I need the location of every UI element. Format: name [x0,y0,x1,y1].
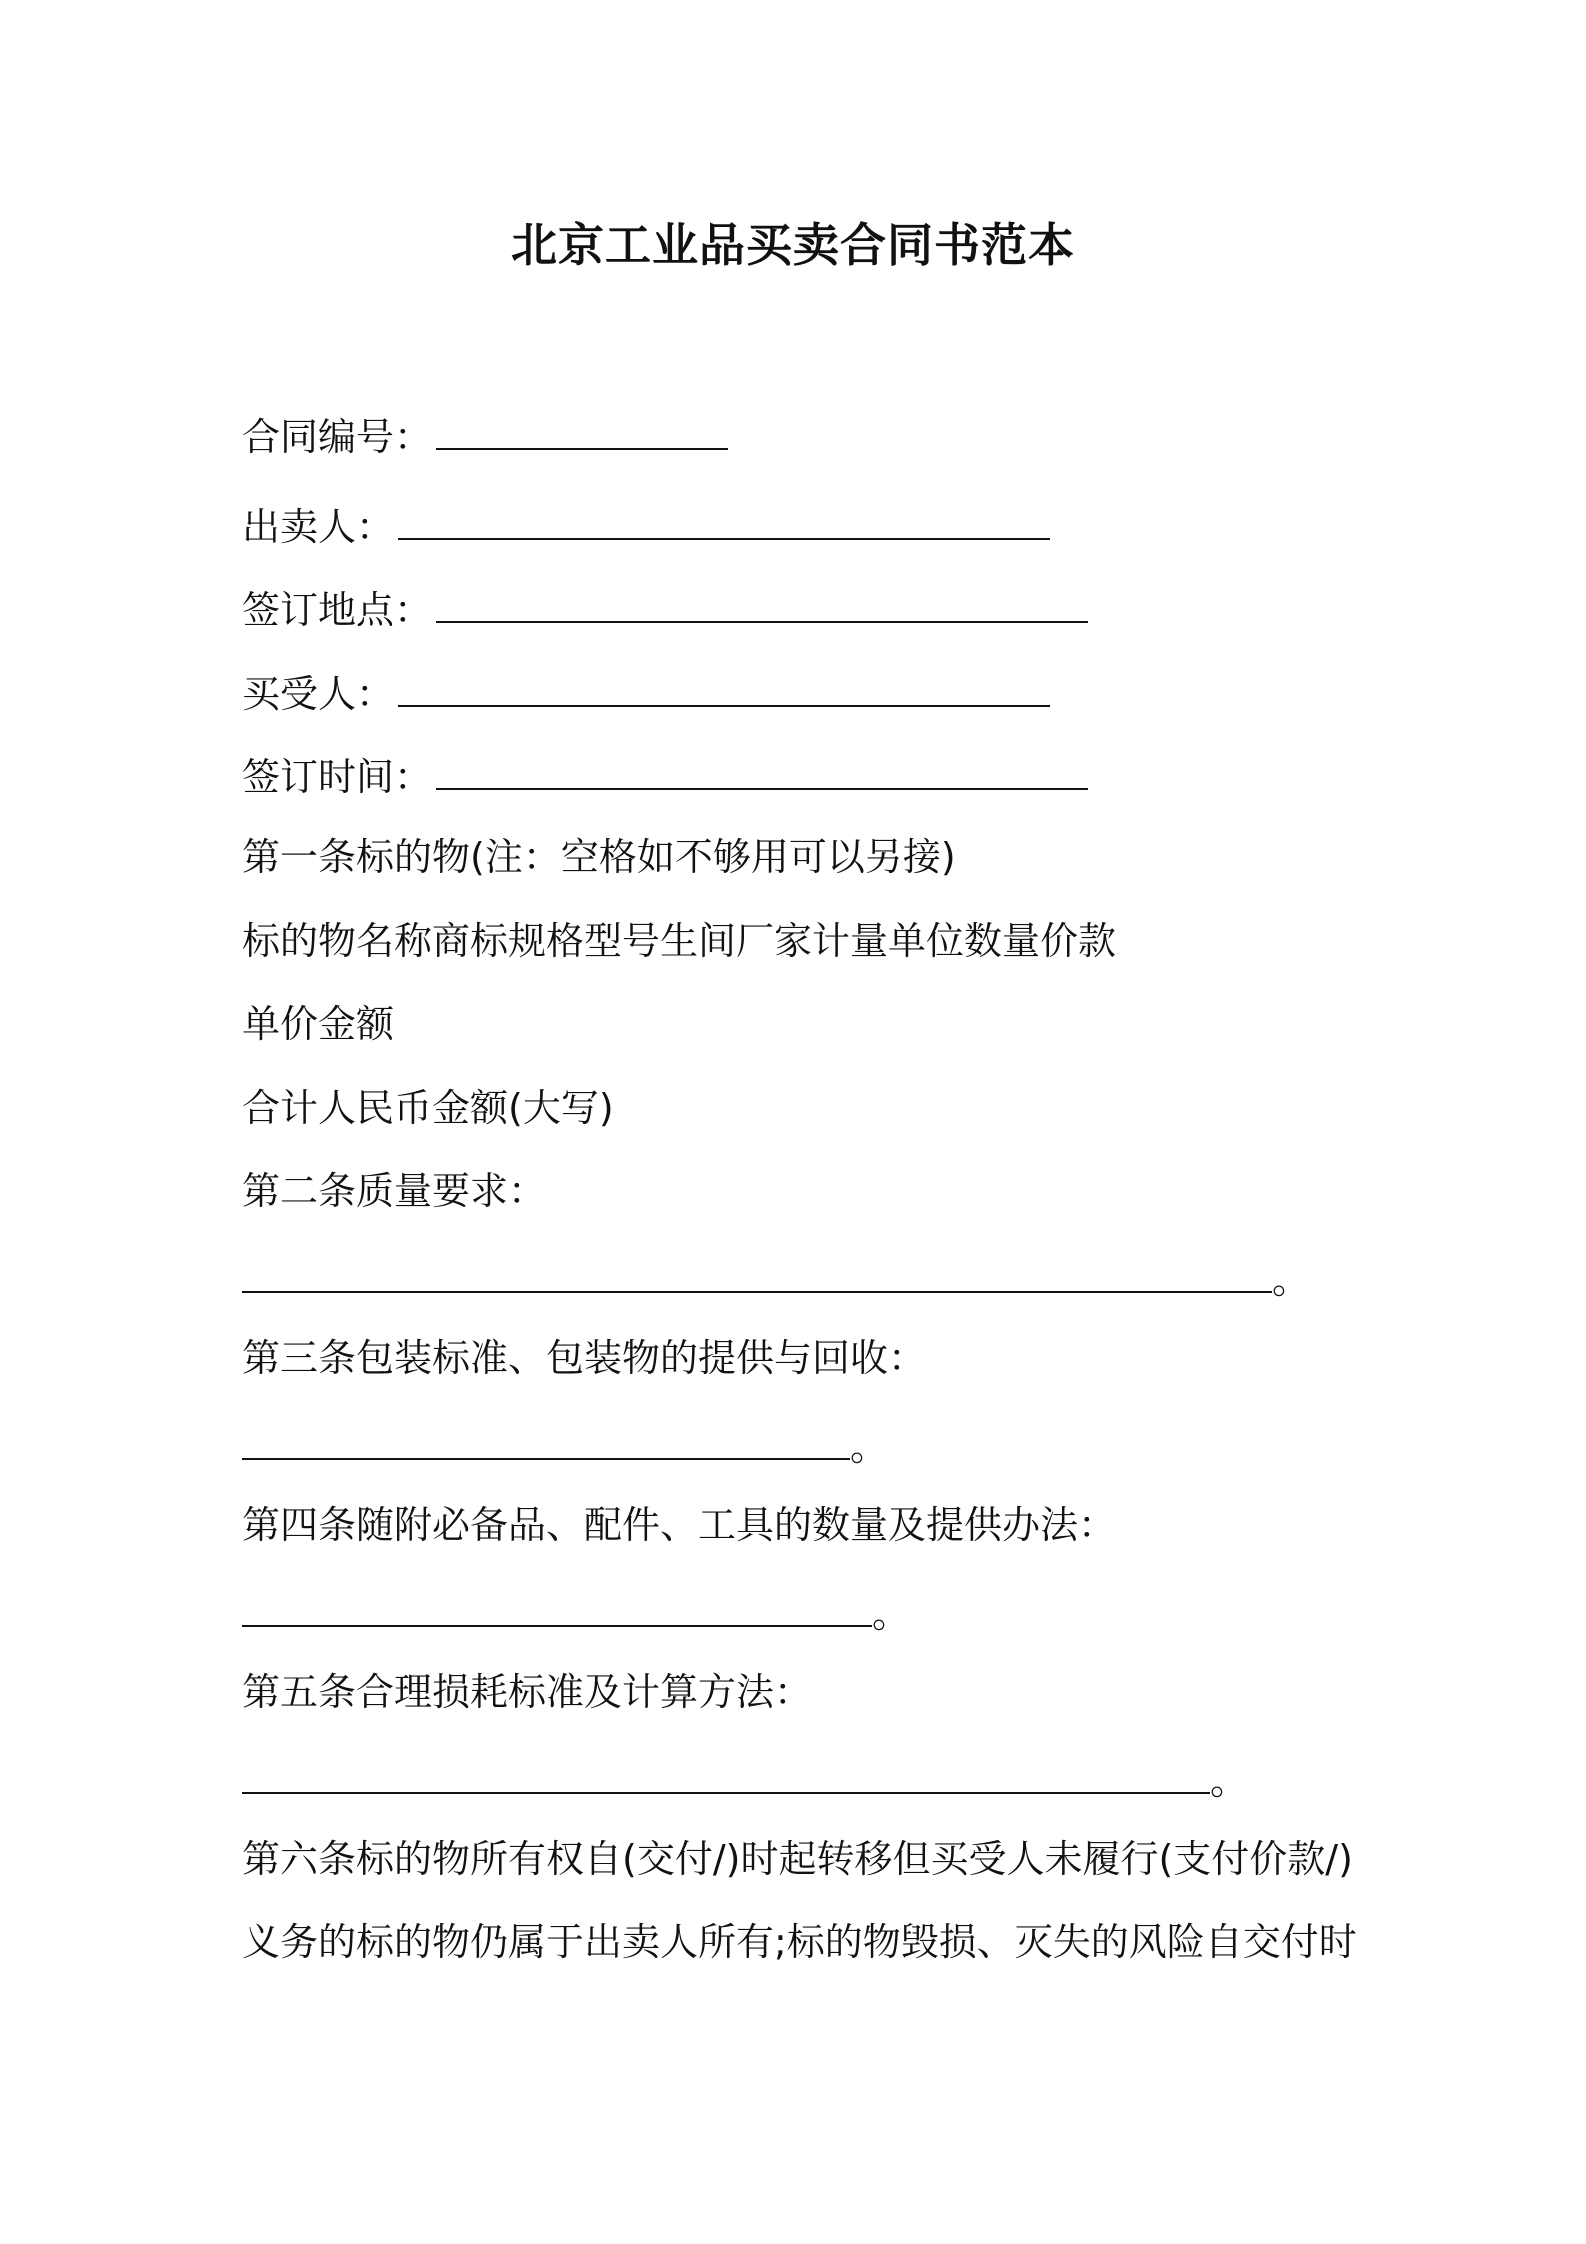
article-2-answer-row [242,1253,1310,1307]
article-1-heading: 第一条标的物(注：空格如不够用可以另接) [242,835,956,879]
article-6-line-1: 第六条标的物所有权自(交付/)时起转移但买受人未履行(支付价款/) [242,1837,1353,1881]
article-2-period: 。 [1272,1258,1311,1302]
article-3-answer-row [242,1420,888,1474]
article-1-table-header-1: 标的物名称商标规格型号生间厂家计量单位数量价款 [242,919,1117,963]
seller-row [242,500,1050,554]
article-2-blank[interactable] [242,1257,1272,1293]
article-4-period: 。 [872,1592,911,1636]
seller-label: 出卖人： [242,505,395,549]
article-3-blank[interactable] [242,1424,850,1460]
article-5-heading: 第五条合理损耗标准及计算方法： [242,1670,813,1714]
contract-number-label: 合同编号： [242,415,433,459]
document-title: 北京工业品买卖合同书范本 [511,218,1075,272]
seller-blank[interactable] [398,504,1050,540]
sign-place-blank[interactable] [436,587,1088,623]
sign-time-blank[interactable] [436,754,1088,790]
buyer-row [242,667,1050,721]
article-3-period: 。 [850,1425,889,1469]
article-4-blank[interactable] [242,1591,872,1627]
article-4-answer-row [242,1587,910,1641]
article-5-blank[interactable] [242,1758,1210,1794]
contract-number-row [242,410,728,464]
buyer-blank[interactable] [398,671,1050,707]
article-1-table-header-2: 单价金额 [242,1002,395,1046]
buyer-label: 买受人： [242,672,395,716]
sign-place-row [242,583,1088,637]
contract-number-blank[interactable] [436,414,728,450]
article-4-heading: 第四条随附必备品、配件、工具的数量及提供办法： [242,1503,1117,1547]
article-5-answer-row [242,1754,1248,1808]
article-2-heading: 第二条质量要求： [242,1169,547,1213]
sign-time-label: 签订时间： [242,755,433,799]
article-5-period: 。 [1210,1759,1249,1803]
sign-place-label: 签订地点： [242,588,433,632]
article-6-line-2: 义务的标的物仍属于出卖人所有;标的物毁损、灭失的风险自交付时 [242,1920,1357,1964]
article-1-total: 合计人民币金额(大写) [242,1086,614,1130]
article-3-heading: 第三条包装标准、包装物的提供与回收： [242,1336,927,1380]
sign-time-row [242,750,1088,804]
